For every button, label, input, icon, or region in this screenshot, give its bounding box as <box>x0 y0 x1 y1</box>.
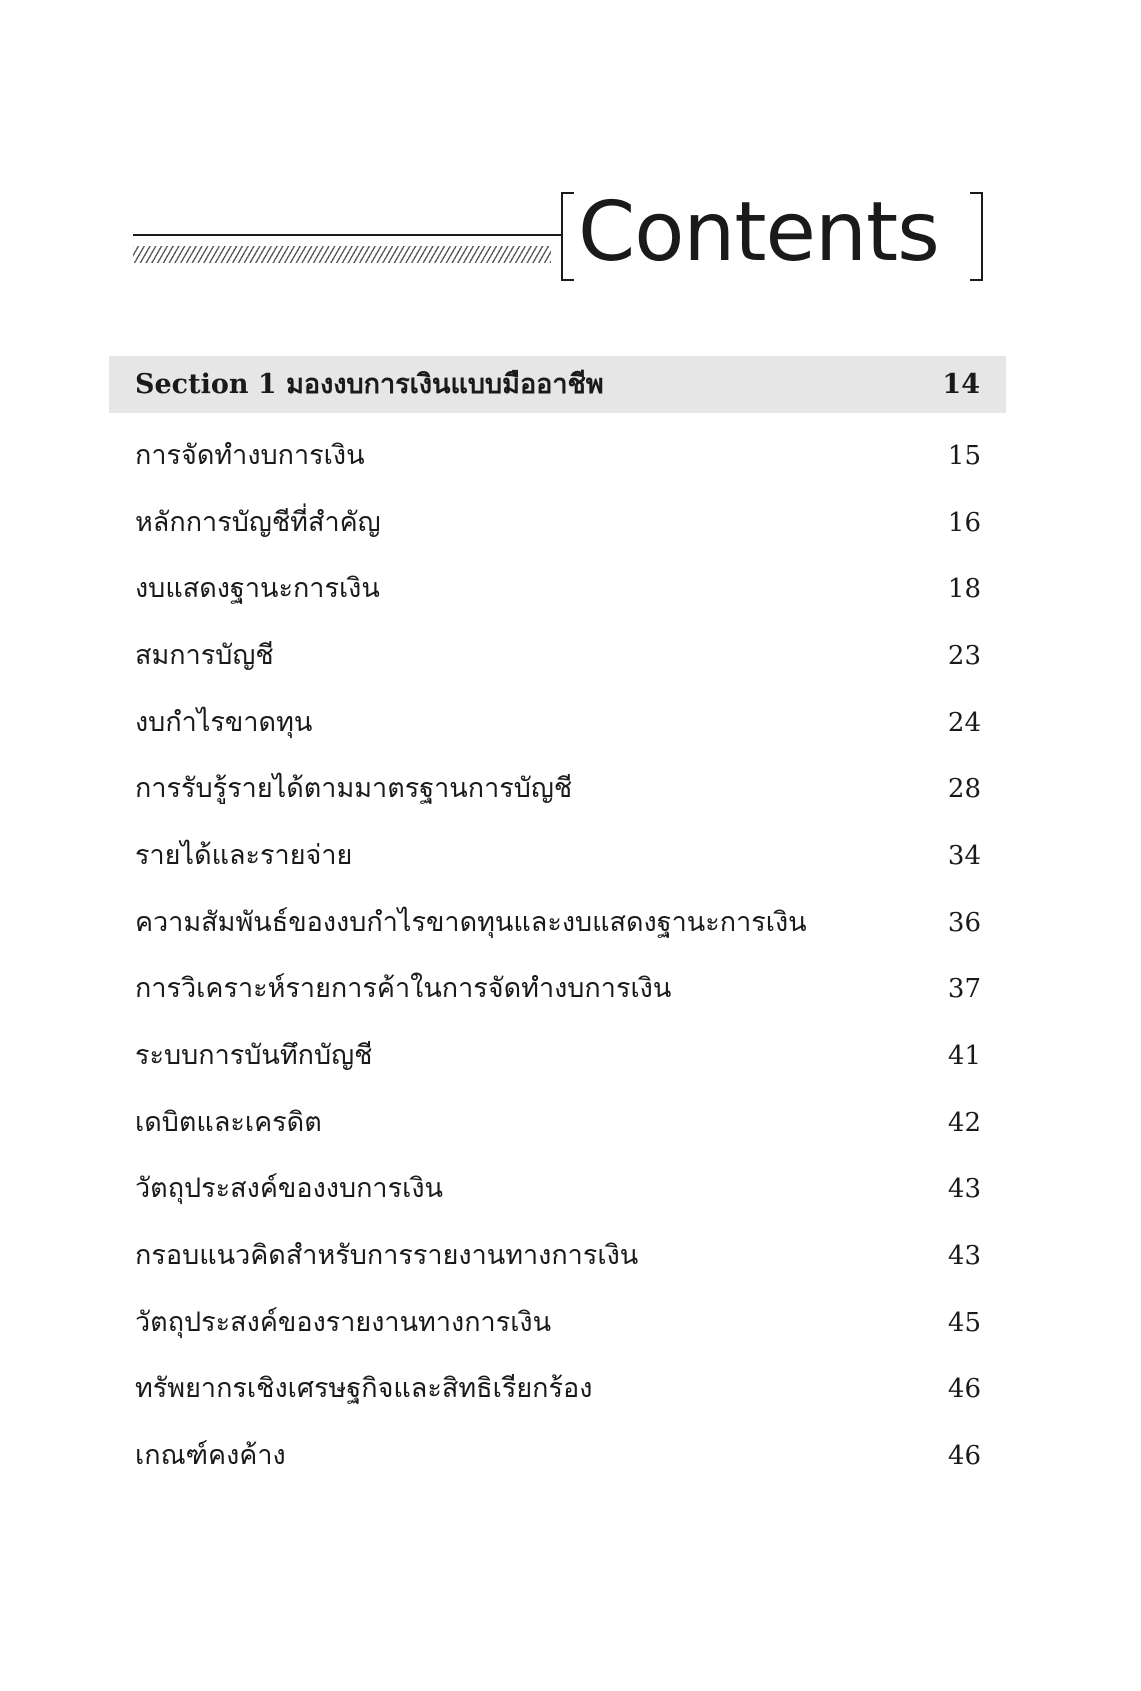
toc-entry[interactable] <box>135 565 981 613</box>
toc-entry[interactable] <box>135 699 981 747</box>
toc-entry-page: 23 <box>947 641 981 671</box>
toc-entry-title: ระบบการบันทึกบัญชี <box>135 1040 373 1071</box>
toc-entry[interactable] <box>135 432 981 480</box>
header-hatch-pattern <box>133 246 551 263</box>
toc-entry-page: 42 <box>947 1108 981 1138</box>
toc-entry-page: 24 <box>947 708 981 738</box>
toc-entry[interactable] <box>135 965 981 1013</box>
toc-entry-page: 46 <box>947 1374 981 1404</box>
toc-entry-title: รายได้และรายจ่าย <box>135 840 353 871</box>
toc-entry-page: 37 <box>947 974 981 1004</box>
toc-entry-page: 34 <box>947 841 981 871</box>
toc-entry-title: ความสัมพันธ์ของงบกำไรขาดทุนและงบแสดงฐานะการเงิน <box>135 907 807 938</box>
toc-entry-title: เกณฑ์คงค้าง <box>135 1440 286 1471</box>
contents-header <box>0 0 1141 300</box>
toc-entry-page: 45 <box>947 1308 981 1338</box>
toc-entry-page: 46 <box>947 1441 981 1471</box>
toc-entry-title: งบกำไรขาดทุน <box>135 707 313 738</box>
toc-entry-page: 15 <box>947 441 981 471</box>
left-bracket <box>561 192 574 281</box>
toc-entry-page: 41 <box>947 1041 981 1071</box>
header-rule <box>133 234 561 236</box>
page-title: Contents <box>578 185 939 280</box>
section-title: Section 1 มองงบการเงินแบบมืออาชีพ <box>135 369 604 400</box>
toc-entry-page: 43 <box>947 1174 981 1204</box>
toc-entry-title: สมการบัญชี <box>135 640 274 671</box>
toc-entry[interactable] <box>135 1232 981 1280</box>
toc-entry-page: 28 <box>947 774 981 804</box>
toc-entry[interactable] <box>135 1432 981 1480</box>
toc-entry-page: 18 <box>947 574 981 604</box>
section-page-number: 14 <box>942 369 980 400</box>
toc-entry-title: การจัดทำงบการเงิน <box>135 440 365 471</box>
right-bracket <box>970 192 983 281</box>
toc-entry-title: กรอบแนวคิดสำหรับการรายงานทางการเงิน <box>135 1240 639 1271</box>
toc-entry[interactable] <box>135 765 981 813</box>
toc-entry-title: การวิเคราะห์รายการค้าในการจัดทำงบการเงิน <box>135 973 672 1004</box>
toc-entry-title: หลักการบัญชีที่สำคัญ <box>135 507 381 538</box>
toc-entry-page: 43 <box>947 1241 981 1271</box>
toc-entry[interactable] <box>135 1165 981 1213</box>
toc-entry[interactable] <box>135 832 981 880</box>
toc-entry-title: วัตถุประสงค์ของงบการเงิน <box>135 1173 443 1204</box>
toc-entry[interactable] <box>135 1032 981 1080</box>
toc-entry-title: ทรัพยากรเชิงเศรษฐกิจและสิทธิเรียกร้อง <box>135 1373 593 1404</box>
section-1-row[interactable] <box>109 356 1006 413</box>
toc-entry-title: วัตถุประสงค์ของรายงานทางการเงิน <box>135 1307 552 1338</box>
toc-entry[interactable] <box>135 1299 981 1347</box>
toc-entry-title: การรับรู้รายได้ตามมาตรฐานการบัญชี <box>135 773 573 804</box>
toc-entry[interactable] <box>135 1365 981 1413</box>
toc-entry-title: งบแสดงฐานะการเงิน <box>135 573 380 604</box>
toc-entry-title: เดบิตและเครดิต <box>135 1107 322 1138</box>
toc-entry-page: 16 <box>947 508 981 538</box>
toc-entry[interactable] <box>135 499 981 547</box>
toc-entry[interactable] <box>135 1099 981 1147</box>
toc-entry[interactable] <box>135 899 981 947</box>
toc-entry[interactable] <box>135 632 981 680</box>
toc-entry-page: 36 <box>947 908 981 938</box>
